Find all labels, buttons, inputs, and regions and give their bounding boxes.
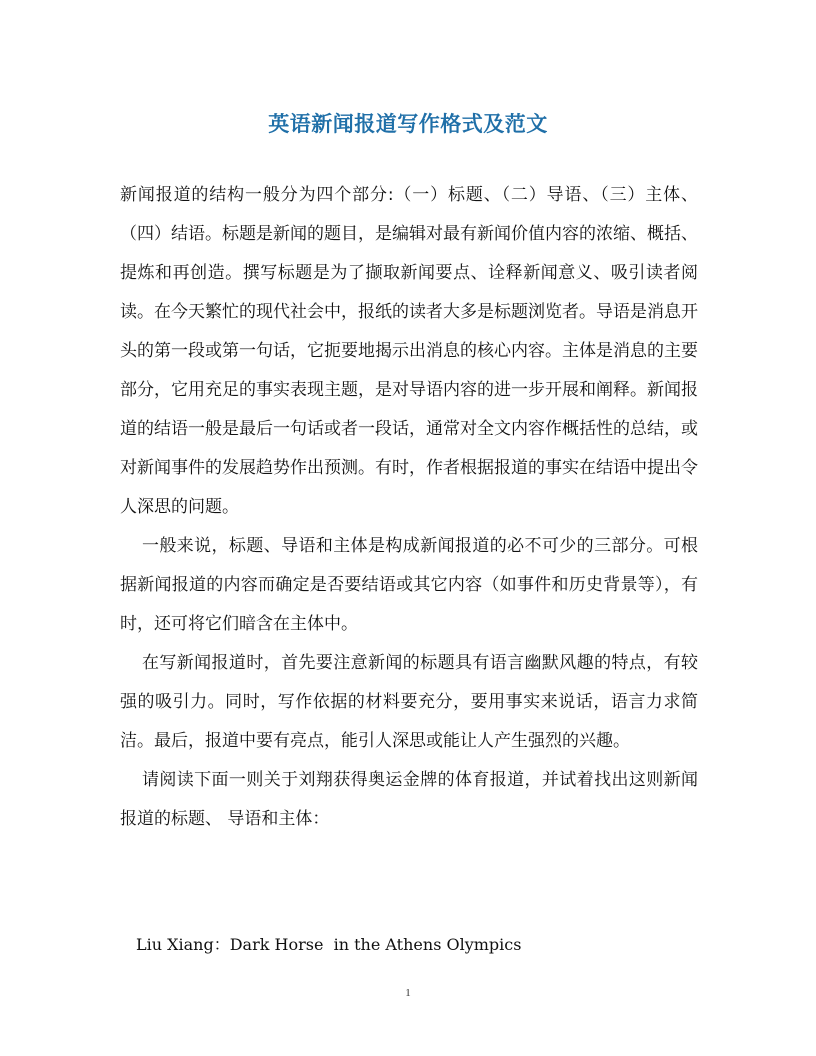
document-body	[120, 176, 698, 839]
paragraph-essential-parts: 一般来说，标题、导语和主体是构成新闻报道的必不可少的三部分。可根据新闻报道的内容而确定是否要结语或其它内容（如事件和历史背景等），有时，还可将它们暗含在主体中。	[120, 536, 698, 634]
document-title: 英语新闻报道写作格式及范文	[268, 111, 548, 136]
english-headline: Liu Xiang：Dark Horse in the Athens Olympics	[136, 935, 522, 954]
page-number: 1	[405, 987, 411, 999]
paragraph-reading-task: 请阅读下面一则关于刘翔获得奥运金牌的体育报道，并试着找出这则新闻报道的标题、 导语和主体：	[120, 770, 698, 829]
paragraph-structure: 新闻报道的结构一般分为四个部分:（一）标题、（二）导语、（三）主体、（四）结语。标题是新闻的题目，是编辑对最有新闻价值内容的浓缩、概括、提炼和再创造。撰写标题是为了撷取新闻要点、诠释新闻意义、吸引读者阅读。在今天繁忙的现代社会中，报纸的读者大多是标题浏览者。导语是消息开头的第一段或第一句话，它扼要地揭示出消息的核心内容。主体是消息的主要部分，它用充足的事实表现主题，是对导语内容的进一步开展和阐释。新闻报道的结语一般是最后一句话或者一段话，通常对全文内容作概括性的总结，或对新闻事件的发展趋势作出预测。有时，作者根据报道的事实在结语中提出令人深思的问题。	[120, 185, 698, 517]
paragraph-writing-tips: 在写新闻报道时，首先要注意新闻的标题具有语言幽默风趣的特点，有较强的吸引力。同时，写作依据的材料要充分，要用事实来说话，语言力求简洁。最后，报道中要有亮点，能引人深思或能让人产生强烈的兴趣。	[120, 653, 698, 751]
